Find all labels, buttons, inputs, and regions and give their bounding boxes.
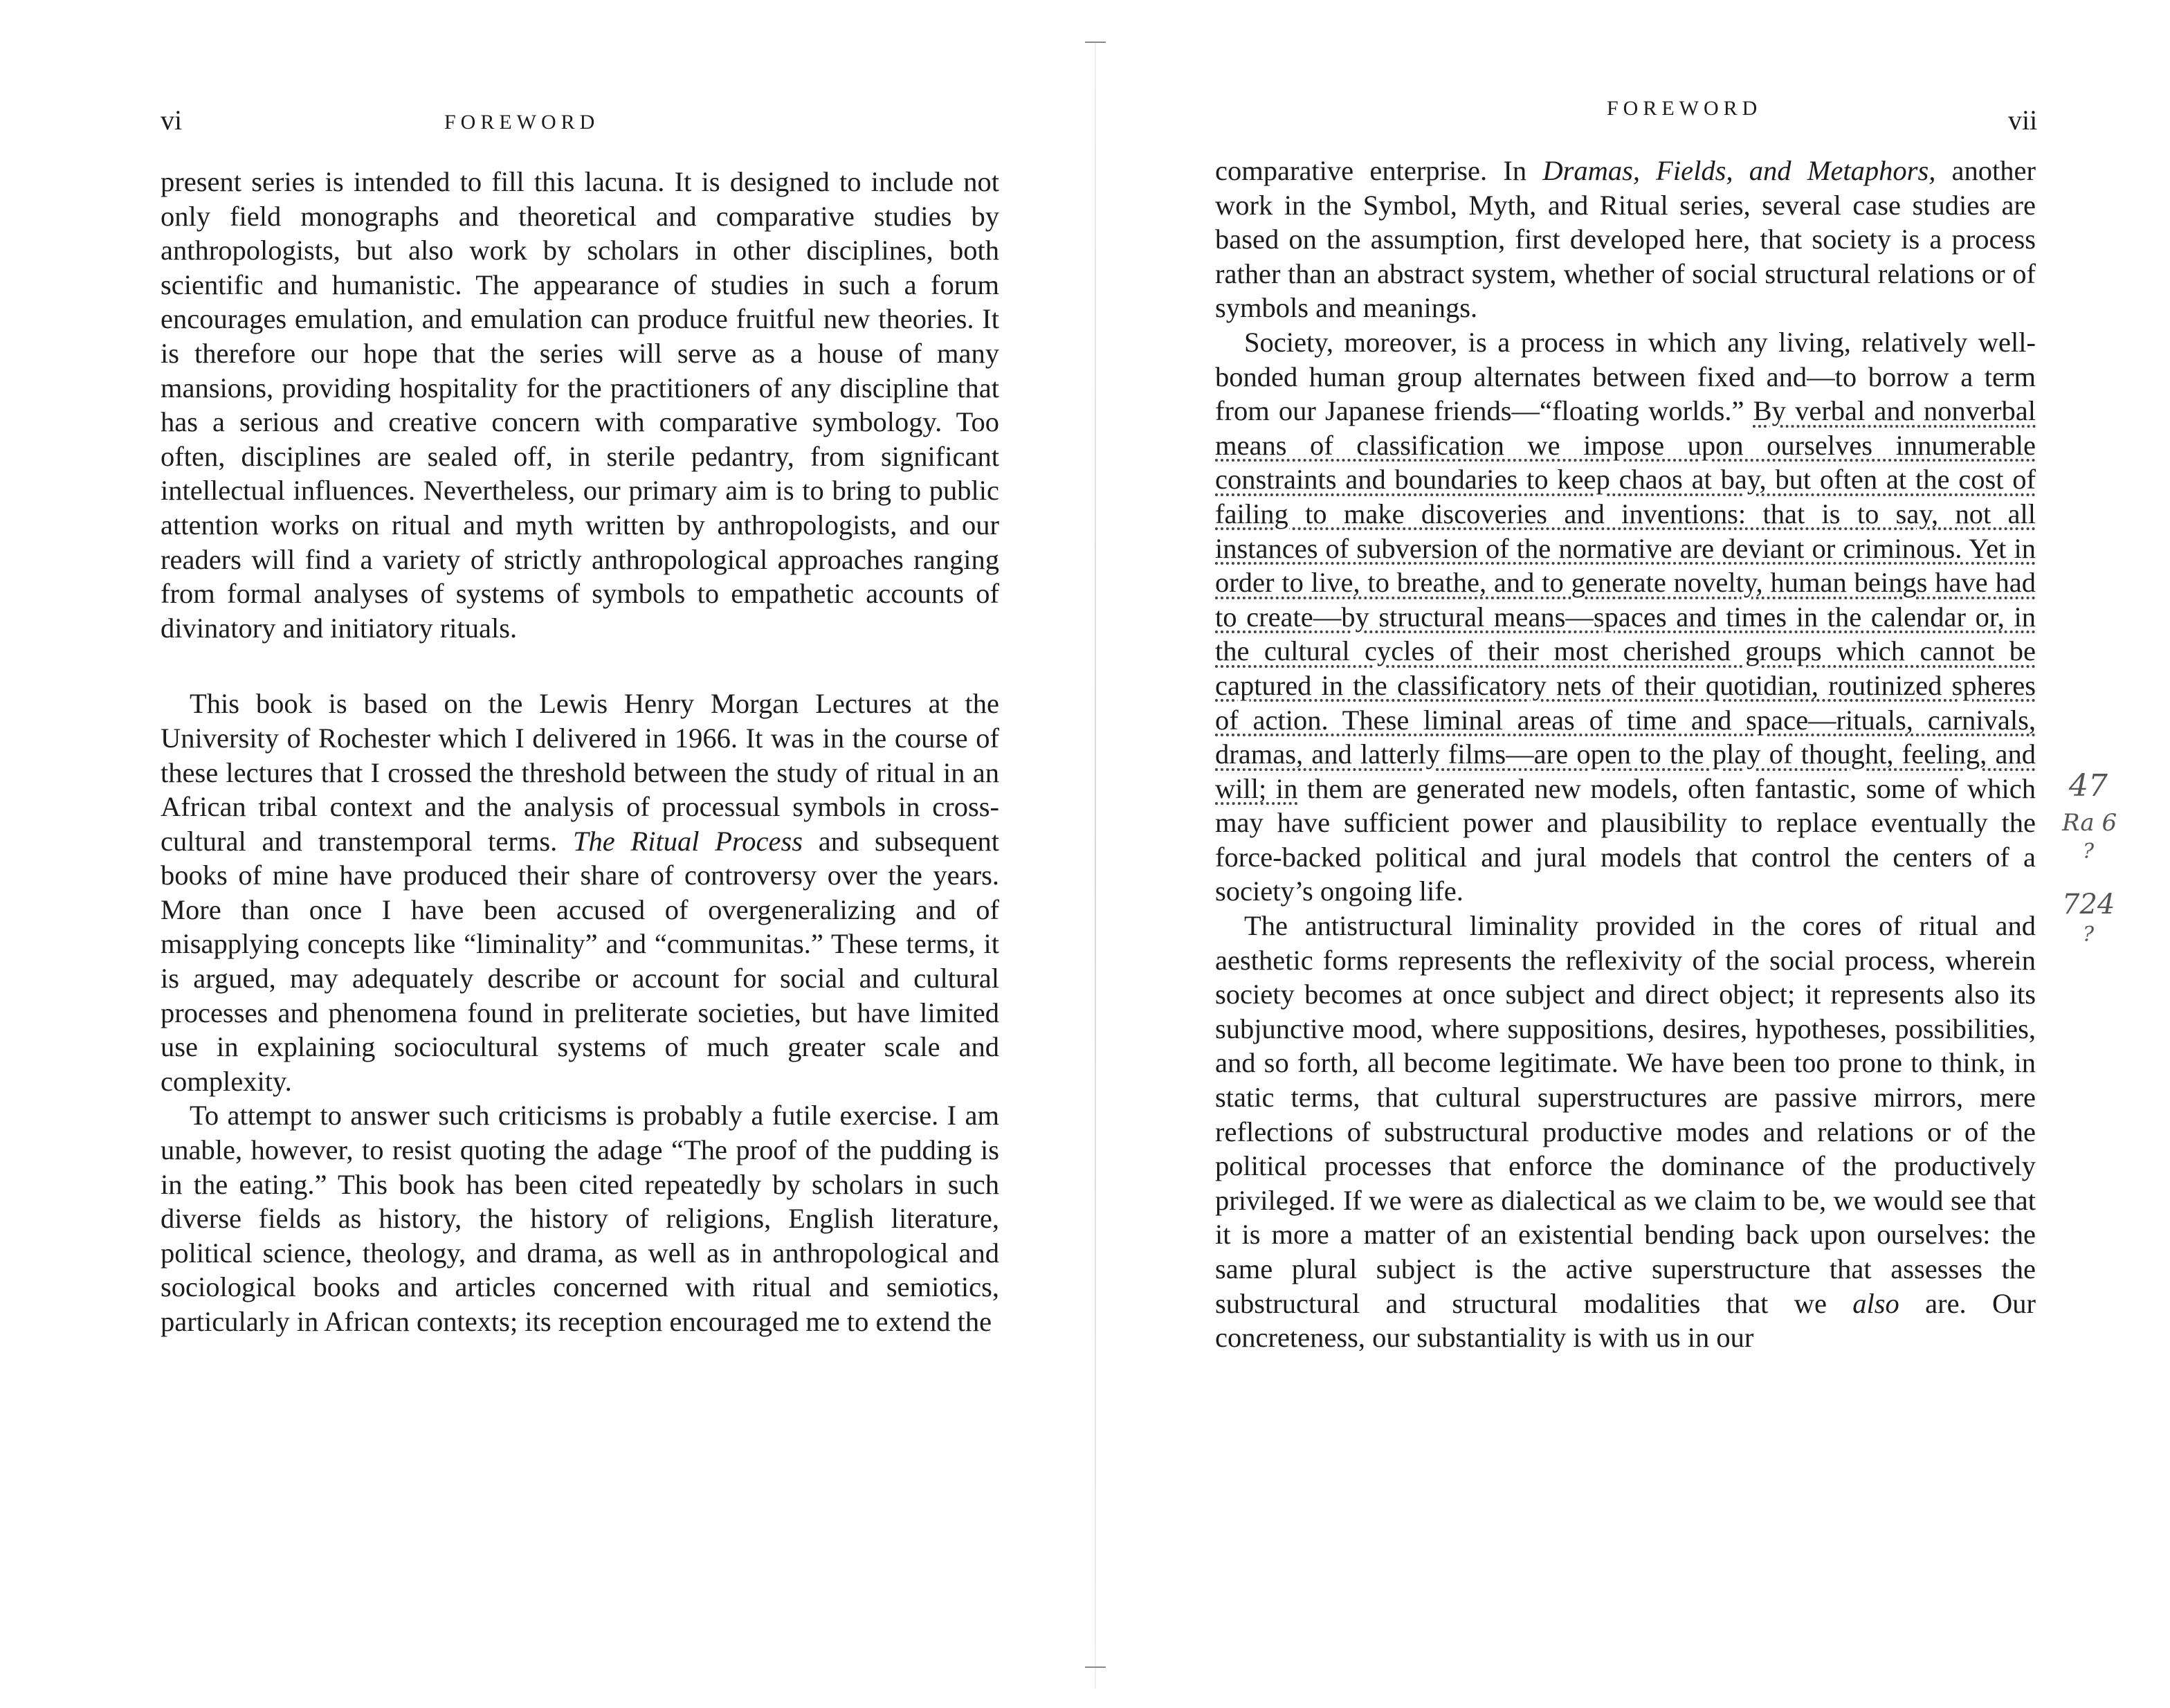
left-paragraph-3: To attempt to answer such criticisms is probably a futile exercise. I am unable, however, to resist quoting the adage “The proof of the pudding is in the eating.” This book has been cited repeatedly by scholars in such diverse fields as history, the history of religions, English literature, political science, theology, and drama, as well as in anthropological and sociological books and articles concerned with ritual and semiotics, particularly in African contexts; its reception encouraged me to extend the xyxy=(161,1100,999,1337)
italic-also: also xyxy=(1852,1287,1899,1319)
margin-note-4: 724 xyxy=(2062,889,2115,920)
right-paragraph-2 xyxy=(1215,325,2036,909)
right-page-number: vii xyxy=(2008,105,2038,136)
margin-note-2: Ra 6 xyxy=(2062,809,2117,837)
handwritten-marginalia xyxy=(2055,761,2152,955)
margin-note-1: 47 xyxy=(2069,768,2108,803)
right-paragraph-1 xyxy=(1215,154,2036,325)
right-p2-text-b: them are generated new models, often fantastic, some of which may have sufficient power and plausibility to replace eventually the force-backed political and jural models that control the centers of a society’s ongoing life. xyxy=(1215,772,2036,907)
left-p2-text-a: This book is based on the Lewis Henry Morgan Lectures at the University of Rochester which I delivered in 1966. It was in the course of these lectures that I crossed the threshold between the study of ritual in an African tribal context and the analysis of processual symbols in cross-cultural and transtemporal terms. xyxy=(161,688,999,857)
left-running-head: FOREWORD xyxy=(444,111,600,134)
left-p2-text-b: and subsequent books of mine have produced their share of controversy over the years. More than once I have been accused of overgeneralizing and of misapplying concepts like “liminality” and “communitas.” These terms, it is argued, may adequately describe or account for social and cultural processes and phenomena found in preliterate societies, but have limited use in explaining sociocultural systems of much greater scale and complexity. xyxy=(161,825,999,1097)
left-paragraph-2 xyxy=(161,687,999,1098)
right-p1-text-b: another work in the Symbol, Myth, and Ritual series, several case studies are based on the assumption, first developed here, that society is a process rather than an abstract system, whether of social structural relations or of symbols and meanings. xyxy=(1215,155,2036,324)
left-page xyxy=(0,0,1079,1708)
book-title-dramas-fields: Dramas, Fields, and Metaphors, xyxy=(1542,155,1936,186)
right-p3-text-b: are. Our concreteness, our substantiality is with us in our xyxy=(1215,1287,2036,1354)
left-page-number: vi xyxy=(161,105,183,136)
left-paragraph-1: present series is intended to fill this lacuna. It is designed to include not only field monographs and theoretical and comparative studies by anthropologists, but also work by scholars in other disciplines, both scientific and humanistic. The appearance of studies in such a forum encourages emulation, and emulation can produce fruitful new theories. It is therefore our hope that the series will serve as a house of many mansions, providing hospitality for the practitioners of any discipline that has a serious and creative concern with comparative symbology. Too often, disciplines are sealed off, in sterile pedantry, from significant intellectual influences. Nevertheless, our primary aim is to bring to public attention works on ritual and myth written by anthropologists, and our readers will find a variety of strictly anthropological approaches ranging from formal analyses of systems of symbols to empathetic accounts of divinatory and initiatory rituals. xyxy=(161,166,999,644)
right-p3-text-a: The antistructural liminality provided in the cores of ritual and aesthetic forms represents the reflexivity of the social process, wherein society becomes at once subject and direct object; it represents also its subjunctive mood, where suppositions, desires, hypotheses, possibilities, and so forth, all become legitimate. We have been too prone to think, in static terms, that cultural superstructures are passive mirrors, mere reflections of substructural productive modes and relations or of the political processes that enforce the dominance of the productively privileged. If we were as dialectical as we claim to be, we would see that it is more a matter of an existential bending back upon ourselves: the same plural subject is the active superstructure that assesses the substructural and structural modalities that we xyxy=(1215,910,2036,1319)
margin-note-5: ? xyxy=(2083,923,2095,947)
right-p1-text-a: comparative enterprise. In xyxy=(1215,155,1527,186)
underlined-passage: By verbal and nonverbal means of classification we impose upon ourselves innumerable constraints and boundaries to keep chaos at bay, but often at the cost of failing to make discoveries and inventions: that is to say, not all instances of subversion of the normative are deviant or criminous. Yet in order to live, to breathe, and to generate novelty, human beings have had to create—by structural means—spaces and times in the calendar or, in the cultural cycles of their most cherished groups which cannot be captured in the classificatory nets of their quotidian, routinized spheres of action. These liminal areas of time and space—rituals, carnivals, dramas, and latterly films—are open to the play of thought, feeling, and will; in xyxy=(1215,395,2036,804)
left-body-text xyxy=(161,165,999,1339)
right-running-head: FOREWORD xyxy=(1607,97,1762,120)
margin-note-3: ? xyxy=(2083,839,2095,864)
right-body-text xyxy=(1215,154,2036,1355)
right-p2-text-a: Society, moreover, is a process in which any living, relatively well-bonded human group alternates between fixed and—to borrow a term from our Japanese friends—“floating worlds.” xyxy=(1215,326,2036,427)
right-paragraph-3 xyxy=(1215,909,2036,1355)
book-title-ritual-process: The Ritual Process xyxy=(573,825,803,857)
